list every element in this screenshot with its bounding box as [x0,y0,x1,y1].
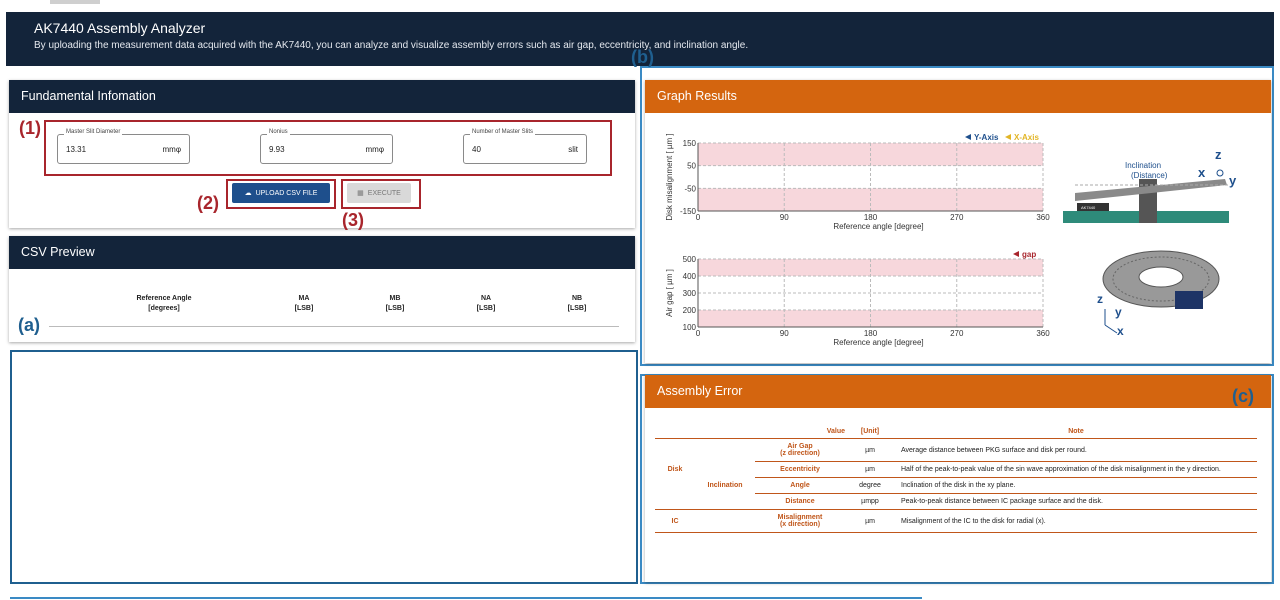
execute-label: EXECUTE [367,189,401,197]
axis2-y-label: y [1115,305,1122,319]
csv-column-header [466,294,506,314]
y-tick-label: -150 [679,207,696,216]
y-tick-label: 200 [682,306,696,315]
x-tick-label: 270 [950,213,964,222]
axis2-x-arrow [1105,325,1117,333]
csv-column-header [557,294,597,314]
row-unit: µm [845,510,895,533]
y-tick-label: 300 [682,289,696,298]
number-of-master-slits-field[interactable] [463,129,587,164]
y-tick-label: 100 [682,323,696,332]
csv-column-header [119,294,209,314]
marker-2: (2) [197,193,219,213]
y-axis-label: Disk misalignment [ µm ] [665,133,674,221]
x-tick-label: 90 [779,213,789,222]
cloud-upload-icon: ☁ [244,190,252,197]
x-axis-label: Reference angle [degree] [833,222,924,231]
field-value: 40 [472,145,481,154]
column-name: Reference Angle [136,295,192,302]
fundamental-info-header: Fundamental Infomation [9,80,635,113]
field-label: Master Slit Diameter [66,129,121,135]
row-unit: µm [845,462,895,478]
upload-csv-button[interactable] [232,183,330,203]
legend-x-axis [1005,133,1039,142]
gap-legend-marker [1013,251,1019,257]
air-gap-chart [665,255,1050,347]
field-label: Number of Master Slits [472,129,534,135]
csv-column-header [375,294,415,314]
y-tick-label: 150 [682,139,696,148]
column-name: MB [389,295,401,302]
row-note: Peak-to-peak distance between IC package surface and the disk. [895,494,1257,510]
row-note: Half of the peak-to-peak value of the sin wave approximation of the disk misalignment in the y direction. [895,462,1257,478]
legend-gap [1013,250,1036,259]
marker-1: (1) [19,118,41,138]
row-item: Eccentricity [755,462,845,478]
marker-b: (b) [631,47,654,67]
field-unit: mmφ [365,145,384,154]
logo [50,0,100,4]
header-value: Value [755,425,845,439]
csv-data-area [10,350,638,584]
graph-results-panel [645,80,1271,363]
column-name: MA [298,295,310,302]
header-note: Note [895,425,1257,439]
row-item: Misalignment (x direction) [755,510,845,533]
row-unit: degree [845,478,895,494]
column-name: NA [480,295,492,302]
csv-preview-header: CSV Preview [9,236,635,269]
grid-icon: ▦ [357,190,364,197]
y-tick-label: 400 [682,272,696,281]
graph-area [645,113,1271,363]
row-item: Angle [755,478,845,494]
axis-origin [1217,170,1223,176]
row-group: Disk [667,466,683,473]
upload-csv-label: UPLOAD CSV FILE [255,189,318,197]
marker-3: (3) [342,210,364,230]
fundamental-info-panel [9,80,635,228]
csv-divider [49,326,619,327]
y-axis-legend-label: Y-Axis [974,133,999,142]
graph-results-header: Graph Results [645,80,1271,113]
field-unit: mmφ [162,145,181,154]
x-tick-label: 0 [695,329,701,338]
x-tick-label: 360 [1036,213,1050,222]
x-tick-label: 180 [863,329,878,338]
assembly-error-header: Assembly Error [645,375,1271,408]
table-row [655,439,1257,462]
row-group: IC [655,510,695,533]
y-tick-label: 50 [687,161,696,171]
table-header-row [655,425,1257,439]
table-row [655,478,1257,494]
nonius-field[interactable] [260,129,393,164]
header-unit: [Unit] [845,425,895,439]
column-unit: [LSB] [294,305,314,312]
row-unit: µmpp [845,494,895,510]
axis-y-label: y [1229,173,1237,188]
field-value: 9.93 [269,145,285,154]
row-sub [695,439,755,462]
header-group [655,425,695,439]
field-label: Nonius [269,129,288,135]
row-item: Air Gap (z direction) [755,439,845,462]
y-axis-legend-marker [965,134,971,140]
column-unit: [degrees] [148,305,180,312]
row-unit: µm [845,439,895,462]
column-name: NB [571,295,583,302]
table-row [655,494,1257,510]
y-tick-label: -50 [684,184,696,194]
csv-column-header [284,294,324,314]
y-tick-label: 500 [682,255,696,264]
ic-module [1175,291,1203,309]
row-sub [695,494,755,510]
x-axis-legend-label: X-Axis [1014,133,1039,142]
gap-legend-label: gap [1022,250,1037,259]
row-note: Misalignment of the IC to the disk for radial (x). [895,510,1257,533]
inclination-illustration [1063,147,1237,223]
row-sub [695,462,755,478]
header-sub [695,425,755,439]
row-item: Distance [755,494,845,510]
row-group [655,494,695,510]
csv-preview-panel [9,236,635,342]
marker-a: (a) [18,315,40,335]
axis2-z-label: z [1097,292,1103,306]
x-axis-legend-marker [1005,134,1011,140]
table-row [655,462,1257,478]
column-unit: [LSB] [385,305,405,312]
encoder-disk-illustration [1097,251,1219,338]
x-tick-label: 0 [695,213,701,222]
app-title: AK7440 Assembly Analyzer [34,20,206,36]
inclination-label: Inclination [1125,161,1162,170]
column-unit: [LSB] [567,305,587,312]
row-group [655,478,695,494]
row-sub [695,510,755,533]
master-slit-diameter-field[interactable] [57,129,190,164]
execute-button[interactable] [347,183,411,203]
bottom-divider [10,597,922,599]
assembly-error-panel [645,375,1271,582]
x-tick-label: 360 [1036,329,1050,338]
x-tick-label: 270 [950,329,964,338]
row-note: Inclination of the disk in the xy plane. [895,478,1257,494]
axis-z-label: z [1215,147,1222,162]
app-description: By uploading the measurement data acquired with the AK7440, you can analyze and visualize assembly errors such as air gap, eccentricity, and inclination angle. [34,40,749,51]
row-group [655,439,695,462]
axis2-x-label: x [1117,324,1124,338]
assembly-error-table [655,425,1257,533]
row-note: Average distance between PKG surface and disk per round. [895,439,1257,462]
legend-y-axis [965,133,999,142]
field-unit: slit [568,145,578,154]
x-axis-label: Reference angle [degree] [833,338,924,347]
table-row [655,510,1257,533]
axis-x-label: x [1198,165,1206,180]
column-unit: [LSB] [476,305,496,312]
x-tick-label: 90 [779,329,789,338]
disk-hole [1139,267,1183,287]
chip-label: AK7440 [1081,205,1096,210]
inclination-distance-label: (Distance) [1131,171,1168,180]
field-value: 13.31 [66,145,87,154]
marker-c: (c) [1232,386,1254,406]
x-tick-label: 180 [863,213,878,222]
row-sub: Inclination [707,482,743,489]
y-axis-label: Air gap [ µm ] [665,269,674,317]
disk-misalignment-chart [665,133,1050,231]
